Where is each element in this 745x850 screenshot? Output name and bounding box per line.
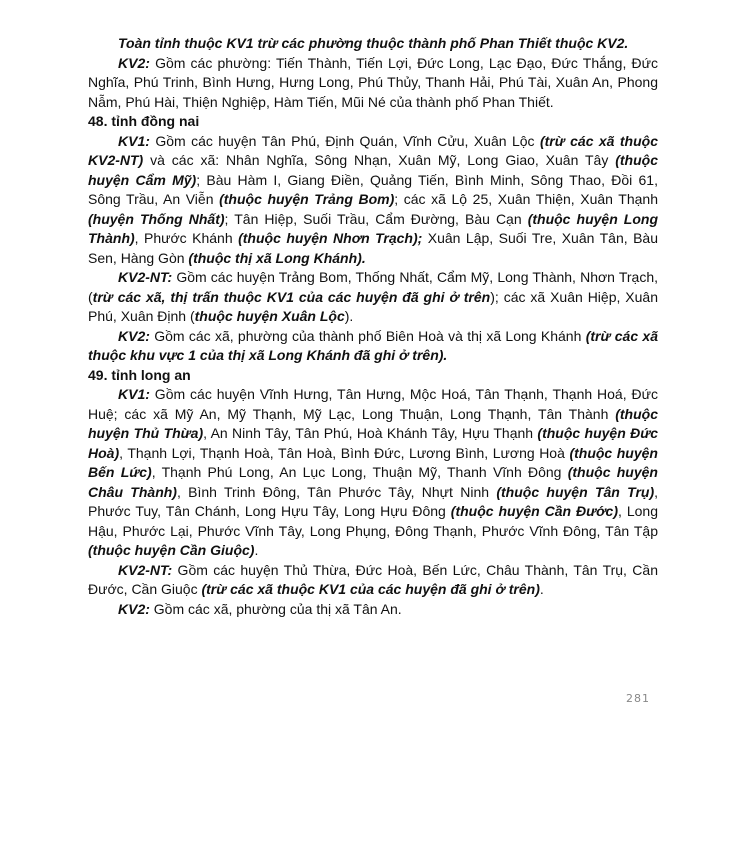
text-run: Gồm các huyện Vĩnh Hưng, Tân Hưng, Mộc Hoá, Tân Thạnh, Thạnh Hoá, Đức Huệ; các xã Mỹ An, Mỹ Thạnh, Mỹ Lạc, Long Thuận, Long Thạnh, Tân Thành: [88, 386, 658, 422]
emphasis-run: (thuộc huyện Cần Đước): [450, 503, 619, 519]
text-run: ; Bàu Hàm I, Giang Điền, Quảng Tiến, Bình Minh, Sông Thao, Đồi 61, Sông Trầu, An Viễn: [88, 171, 658, 207]
kv1-long-an-paragraph: [88, 385, 658, 561]
text-run: Gồm các huyện Tân Phú, Định Quán, Vĩnh Cửu, Xuân Lộc: [149, 132, 540, 149]
kv-label: KV2:: [118, 600, 150, 617]
kv2nt-long-an-paragraph: [88, 561, 658, 600]
text-run: , An Ninh Tây, Tân Phú, Hoà Khánh Tây, Hựu Thạnh: [203, 425, 538, 441]
kv1-dong-nai-paragraph: [88, 132, 658, 269]
emphasis-run: (thuộc huyện Tân Trụ): [496, 483, 655, 500]
emphasis-run: (thuộc huyện Long Thành): [88, 210, 659, 246]
text-run: , Bình Trinh Đông, Tân Phước Tây, Nhựt Ninh: [176, 483, 497, 500]
emphasis-run: (thuộc thị xã Long Khánh).: [188, 249, 366, 266]
emphasis-run: (trừ các xã thuộc KV1 của các huyện đã ghi ở trên): [201, 581, 540, 597]
kv-label: KV1:: [118, 132, 150, 149]
kv-label: KV2-NT:: [118, 561, 173, 578]
emphasis-run: (trừ các xã thuộc khu vực 1 của thị xã Long Khánh đã ghi ở trên).: [88, 327, 659, 363]
emphasis-run: (thuộc huyện Trảng Bom): [219, 191, 395, 207]
document-body: [88, 34, 658, 619]
emphasis-run: (thuộc huyện Đức Hoà): [88, 425, 658, 461]
text-run: và các xã: Nhân Nghĩa, Sông Nhạn, Xuân Mỹ, Long Giao, Xuân Tây: [143, 152, 616, 168]
emphasis-run: (thuộc huyện Bến Lức): [88, 444, 658, 480]
emphasis-run: (thuộc huyện Cần Giuộc): [88, 542, 255, 558]
section-heading-48: 48. tỉnh đồng nai: [88, 113, 200, 129]
kv2-long-an-paragraph: [88, 600, 658, 620]
text-run: Gồm các huyện Trảng Bom, Thống Nhất, Cẩm Mỹ, Long Thành, Nhơn Trạch, (: [88, 269, 658, 305]
text-run: Gồm các xã, phường của thị xã Tân An.: [149, 600, 402, 617]
emphasis-run: (huyện Thống Nhất): [88, 210, 225, 227]
text-run: ).: [344, 308, 354, 324]
text-run: Gồm các xã, phường của thành phố Biên Hoà và thị xã Long Khánh: [149, 327, 586, 344]
kv2nt-dong-nai-paragraph: [88, 268, 658, 327]
text-run: Xuân Lập, Suối Tre, Xuân Tân, Bàu Sen, Hàng Gòn: [88, 230, 659, 266]
kv-label: KV2-NT:: [118, 269, 173, 285]
kv-label: KV1:: [118, 386, 150, 402]
text-run: , Thạnh Lợi, Thạnh Hoà, Tân Hoà, Bình Đức, Lương Bình, Lương Hoà: [119, 444, 570, 461]
text-run: ); các xã Xuân Hiệp, Xuân Phú, Xuân Định (: [88, 288, 658, 324]
kv2-binh-thuan-paragraph: [88, 54, 658, 113]
text-run: Gồm các huyện Thủ Thừa, Đức Hoà, Bến Lức, Châu Thành, Tân Trụ, Cần Đước, Cần Giuộc: [88, 561, 658, 597]
text-run: , Thạnh Phú Long, An Lục Long, Thuận Mỹ, Thanh Vĩnh Đông: [151, 464, 568, 480]
text-run: , Phước Tuy, Tân Chánh, Long Hựu Tây, Long Hựu Đông: [88, 483, 658, 519]
emphasis-run: (thuộc huyện Cẩm Mỹ): [88, 152, 658, 188]
emphasis-run: (thuộc huyện Châu Thành): [88, 464, 658, 500]
text-run: ; các xã Lộ 25, Xuân Thiện, Xuân Thạnh: [394, 191, 659, 207]
text-run: .: [539, 581, 544, 597]
emphasis-run: (thuộc huyện Thủ Thừa): [88, 405, 658, 441]
emphasis-run: thuộc huyện Xuân Lộc: [194, 308, 345, 324]
paragraph-text: Gồm các phường: Tiến Thành, Tiến Lợi, Đức Long, Lạc Đạo, Đức Thắng, Đức Nghĩa, Phú Trinh, Bình Hưng, Hưng Long, Phú Thủy, Thanh Hải, Phú Tài, Xuân An, Phong Nẫm, Phú Hài, Thiện Nghiệp, Hàm Tiến, Mũi Né của thành phố Phan Thiết.: [88, 54, 658, 110]
emphasis-run: trừ các xã, thị trấn thuộc KV1 của các huyện đã ghi ở trên: [92, 288, 491, 305]
text-run: , Long Hậu, Phước Lại, Phước Vĩnh Tây, Long Phụng, Đông Thạnh, Phước Vĩnh Đông, Tân Tập: [88, 503, 658, 539]
text-run: .: [254, 542, 259, 558]
kv-label: KV2:: [118, 54, 150, 71]
kv2-dong-nai-paragraph: [88, 327, 658, 366]
text-run: ; Tân Hiệp, Suối Trầu, Cẩm Đường, Bàu Cạn: [224, 210, 528, 227]
kv-label: KV2:: [118, 327, 150, 344]
intro-text: Toàn tỉnh thuộc KV1 trừ các phường thuộc thành phố Phan Thiết thuộc KV2.: [118, 35, 629, 51]
emphasis-run: (thuộc huyện Nhơn Trạch);: [238, 230, 423, 246]
text-run: , Phước Khánh: [134, 230, 239, 246]
emphasis-run: (trừ các xã thuộc KV2-NT): [88, 132, 658, 168]
intro-paragraph: [88, 34, 658, 54]
page-number: 281: [626, 692, 650, 705]
section-heading-49: 49. tỉnh long an: [88, 366, 191, 383]
